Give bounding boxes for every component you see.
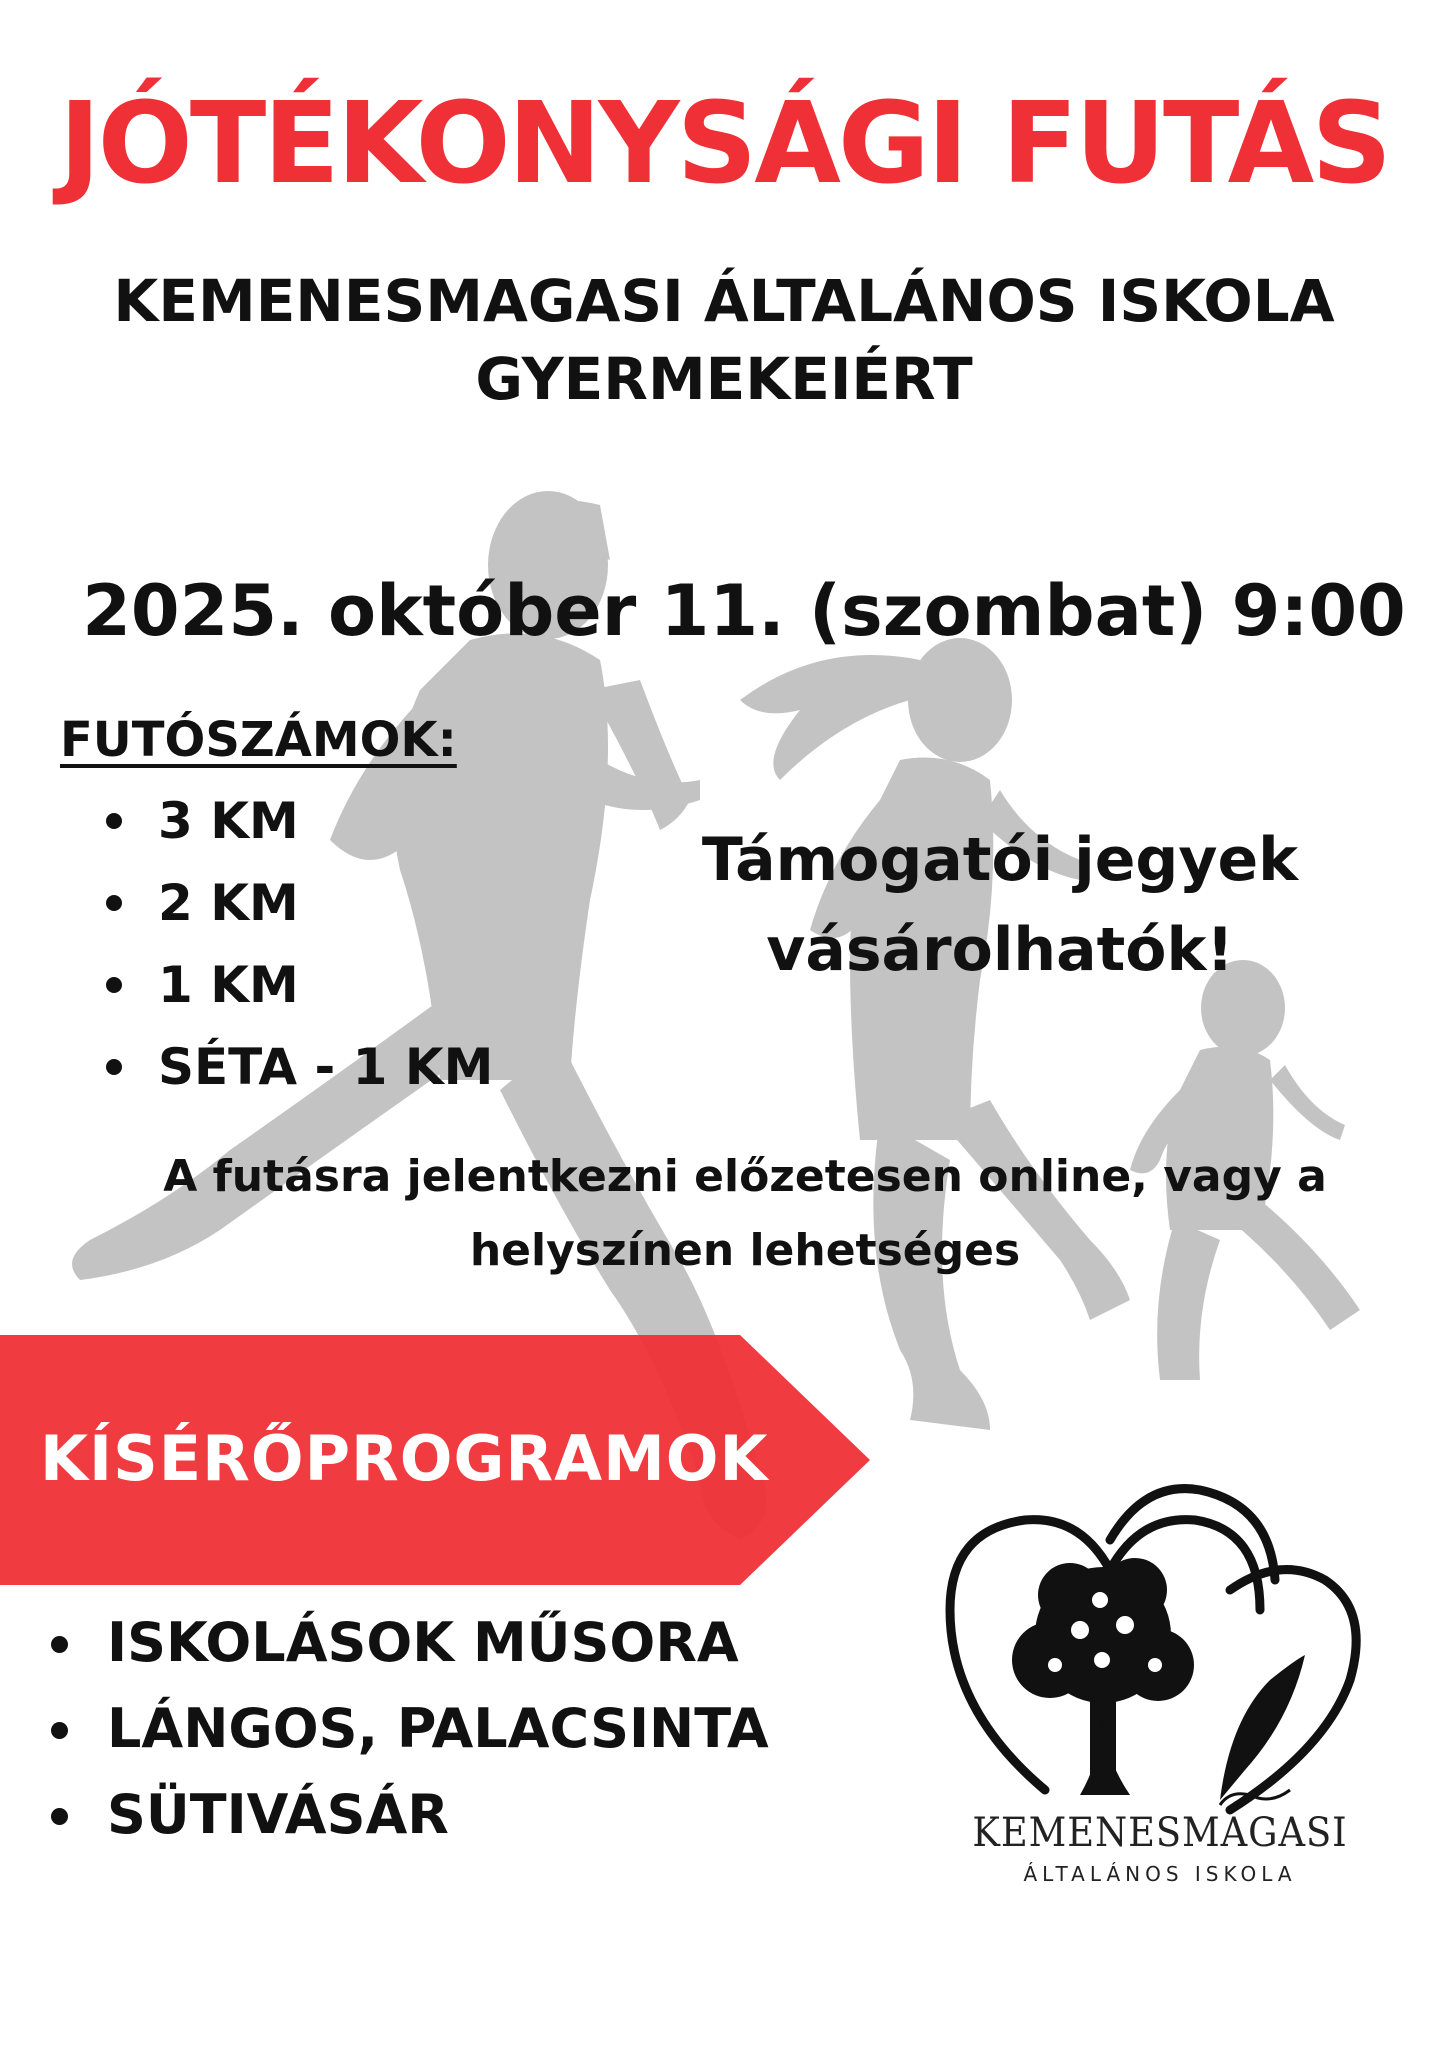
registration-line-2: helyszínen lehetséges — [469, 1225, 1021, 1276]
poster-subtitle — [0, 262, 1448, 418]
side-programs-heading: KÍSÉRŐPROGRAMOK — [40, 1422, 769, 1495]
tickets-line-1: Támogatói jegyek — [701, 825, 1299, 895]
side-programs-list — [45, 1600, 769, 1858]
events-list — [100, 780, 493, 1108]
list-item: SÜTIVÁSÁR — [45, 1772, 769, 1858]
list-item: LÁNGOS, PALACSINTA — [45, 1686, 769, 1772]
list-item: 3 KM — [100, 780, 493, 862]
list-item: 1 KM — [100, 944, 493, 1026]
registration-line-1: A futásra jelentkezni előzetesen online, vagy a — [163, 1151, 1327, 1202]
subtitle-line-1: KEMENESMAGASI ÁLTALÁNOS ISKOLA — [113, 267, 1335, 335]
list-item: 2 KM — [100, 862, 493, 944]
list-item: ISKOLÁSOK MŰSORA — [45, 1600, 769, 1686]
tickets-line-2: vásárolhatók! — [766, 915, 1234, 985]
poster-title: JÓTÉKONYSÁGI FUTÁS — [58, 79, 1390, 209]
event-date: 2025. október 11. (szombat) 9:00 — [82, 570, 1406, 652]
subtitle-line-2: GYERMEKEIÉRT — [475, 345, 973, 413]
list-item: SÉTA - 1 KM — [100, 1026, 493, 1108]
tickets-notice — [660, 815, 1340, 995]
events-heading: FUTÓSZÁMOK: — [60, 712, 457, 768]
heart-tree-feather-logo-icon — [930, 1460, 1390, 1850]
logo-name: KEMENESMAGASI — [972, 1810, 1348, 1856]
logo-subtitle: ÁLTALÁNOS ISKOLA — [1023, 1862, 1297, 1886]
registration-info — [60, 1140, 1430, 1288]
